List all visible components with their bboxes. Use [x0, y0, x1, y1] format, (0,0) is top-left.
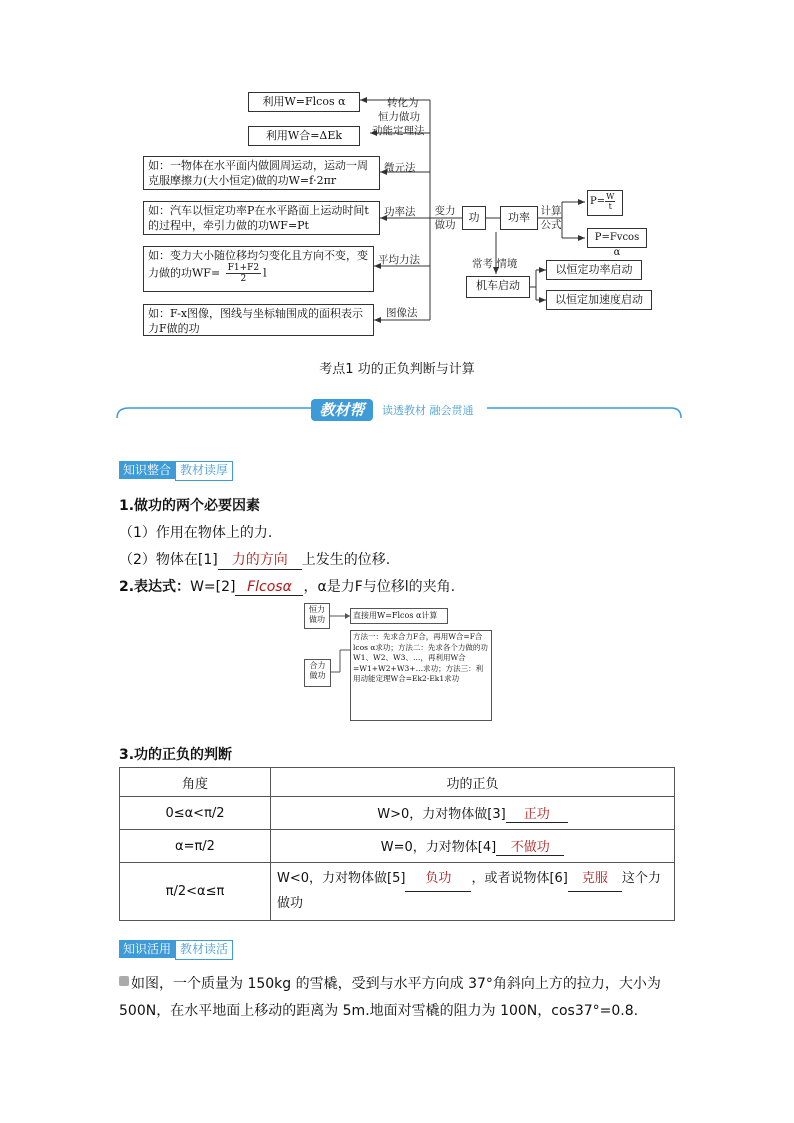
label-average-force: 平均力法: [378, 254, 420, 266]
tag-knowledge-b: 教材读厚: [175, 461, 233, 481]
mindmap-box-micro-element: 如：一物体在水平面内做圆周运动，运动一周克服摩擦力(大小恒定)做的功W=f·2πr: [143, 156, 380, 190]
problem-text: 如图，一个质量为 150kg 的雪橇，受到与水平方向成 37°角斜向上方的拉力，大小为 500N，在水平地面上移动的距离为 5m.地面对雪橇的阻力为 100N，cos37°=0.8.: [119, 976, 661, 1019]
average-force-fraction: [226, 263, 261, 284]
mindmap-box-kinetic-theorem: 利用W合=ΔEk: [248, 126, 360, 146]
section-title: 考点1 功的正负判断与计算: [319, 362, 475, 377]
label-constant-work: 恒力做功: [378, 111, 420, 123]
paragraph-2: [119, 549, 390, 570]
table-cell-sign: [271, 797, 675, 830]
label-micro-element: 微元法: [384, 162, 416, 174]
label-kinetic-theorem: 动能定理法: [372, 125, 425, 137]
table-row: [120, 830, 675, 863]
heading-3: 3.功的正负的判断: [119, 747, 233, 763]
table-cell-angle: α=π/2: [120, 830, 271, 863]
heading-2-pre: 2.表达式：: [119, 579, 191, 595]
label-power-method: 功率法: [384, 206, 416, 218]
sign-table: [119, 767, 675, 921]
table-header-row: [120, 768, 675, 797]
label-graph-method: 图像法: [386, 307, 418, 319]
fraction-tail: l: [263, 266, 267, 280]
blank-5: 负功: [405, 867, 471, 892]
center-work-node: 功: [462, 206, 486, 230]
blank-6: 克服: [568, 867, 622, 892]
heading-2: [119, 576, 455, 596]
row3-mid: ，或者说物体[6]: [471, 871, 568, 886]
banner-subtitle: 读透教材 融会贯通: [382, 404, 474, 417]
blank-1: 力的方向: [218, 549, 302, 570]
power-formula-num: W: [606, 192, 615, 201]
start-mode-constant-acceleration: 以恒定加速度启动: [546, 290, 652, 310]
mindmap-box-constant-formula: 利用W=Flcos α: [248, 92, 360, 112]
row1-pre: W>0，力对物体做[3]: [377, 807, 506, 822]
row3-pre: W<0，力对物体做[5]: [277, 871, 406, 886]
heading-1: 1.做功的两个必要因素: [119, 498, 261, 514]
row2-pre: W=0，力对物体[4]: [380, 840, 497, 855]
mini-net-node: 合力做功: [304, 659, 331, 687]
tag-knowledge: [119, 459, 233, 481]
mindmap-box-average-force: [143, 246, 374, 292]
heading-2-post: ，α是力F与位移l的夹角.: [303, 579, 456, 595]
paragraph-1: （1）作用在物体上的力.: [119, 525, 273, 541]
blank-4: 不做功: [496, 836, 564, 856]
mini-constant-node: 恒力做功: [304, 603, 330, 629]
blank-3: 正功: [506, 803, 568, 823]
mini-constant-desc: 直接用W=Flcos α计算: [350, 608, 448, 624]
banner-title: 教材帮: [311, 399, 373, 421]
label-variable-force: 变力做功: [434, 205, 456, 231]
mindmap-box-power-method: 如：汽车以恒定功率P在水平路面上运动时间t的过程中，牵引力做的功WF=Pt: [143, 201, 380, 235]
start-mode-constant-power: 以恒定功率启动: [546, 260, 642, 280]
mini-methods: 方法一：先求合力F合，再用W合=F合lcos α求功；方法二：先求各个力做的功W1、W2、W3、…，再利用W合=W1+W2+W3+…求功；方法三：利用动能定理W合=Ek2-Ek1求功: [350, 630, 492, 721]
table-cell-angle: 0≤α<π/2: [120, 797, 271, 830]
tag-apply-a: 知识活用: [119, 940, 175, 958]
label-calc-formula: 计算公式: [540, 205, 562, 231]
power-formula-fraction: [605, 192, 615, 211]
label-convert: 转化为: [387, 97, 419, 109]
paragraph-2-pre: （2）物体在[1]: [119, 552, 218, 568]
center-power-node: 功率: [500, 206, 538, 230]
table-header-angle: 角度: [120, 768, 271, 797]
mindmap-box-graph-method: 如：F-x图像，图线与坐标轴围成的面积表示力F做的功: [143, 304, 374, 336]
heading-2-mid: W=[2]: [190, 579, 236, 595]
table-row: [120, 863, 675, 921]
average-force-text: 如：变力大小随位移均匀变化且方向不变，变力做的功WF=: [148, 249, 368, 280]
label-common-scenario: 常考 情境: [472, 258, 518, 270]
fraction-denominator: 2: [240, 274, 247, 284]
power-formula-den: t: [608, 202, 612, 211]
power-formula-instant: P=Fvcos α: [587, 228, 647, 248]
tag-apply-b: 教材读活: [175, 940, 233, 960]
table-cell-angle: π/2<α≤π: [120, 863, 271, 921]
table-row: [120, 797, 675, 830]
fraction-numerator: F1+F2: [227, 263, 260, 273]
power-formula-prefix: P=: [590, 196, 606, 207]
row3-post: 这个力做功: [277, 871, 661, 911]
power-formula-avg: [587, 190, 623, 216]
table-cell-sign: [271, 863, 675, 921]
blank-2: Flcosα: [235, 579, 303, 596]
tag-knowledge-a: 知识整合: [119, 461, 175, 479]
tag-apply: [119, 938, 233, 960]
table-cell-sign: [271, 830, 675, 863]
paragraph-2-post: 上发生的位移.: [301, 552, 391, 568]
vehicle-start-node: 机车启动: [466, 276, 530, 298]
table-header-sign: 功的正负: [271, 768, 675, 797]
